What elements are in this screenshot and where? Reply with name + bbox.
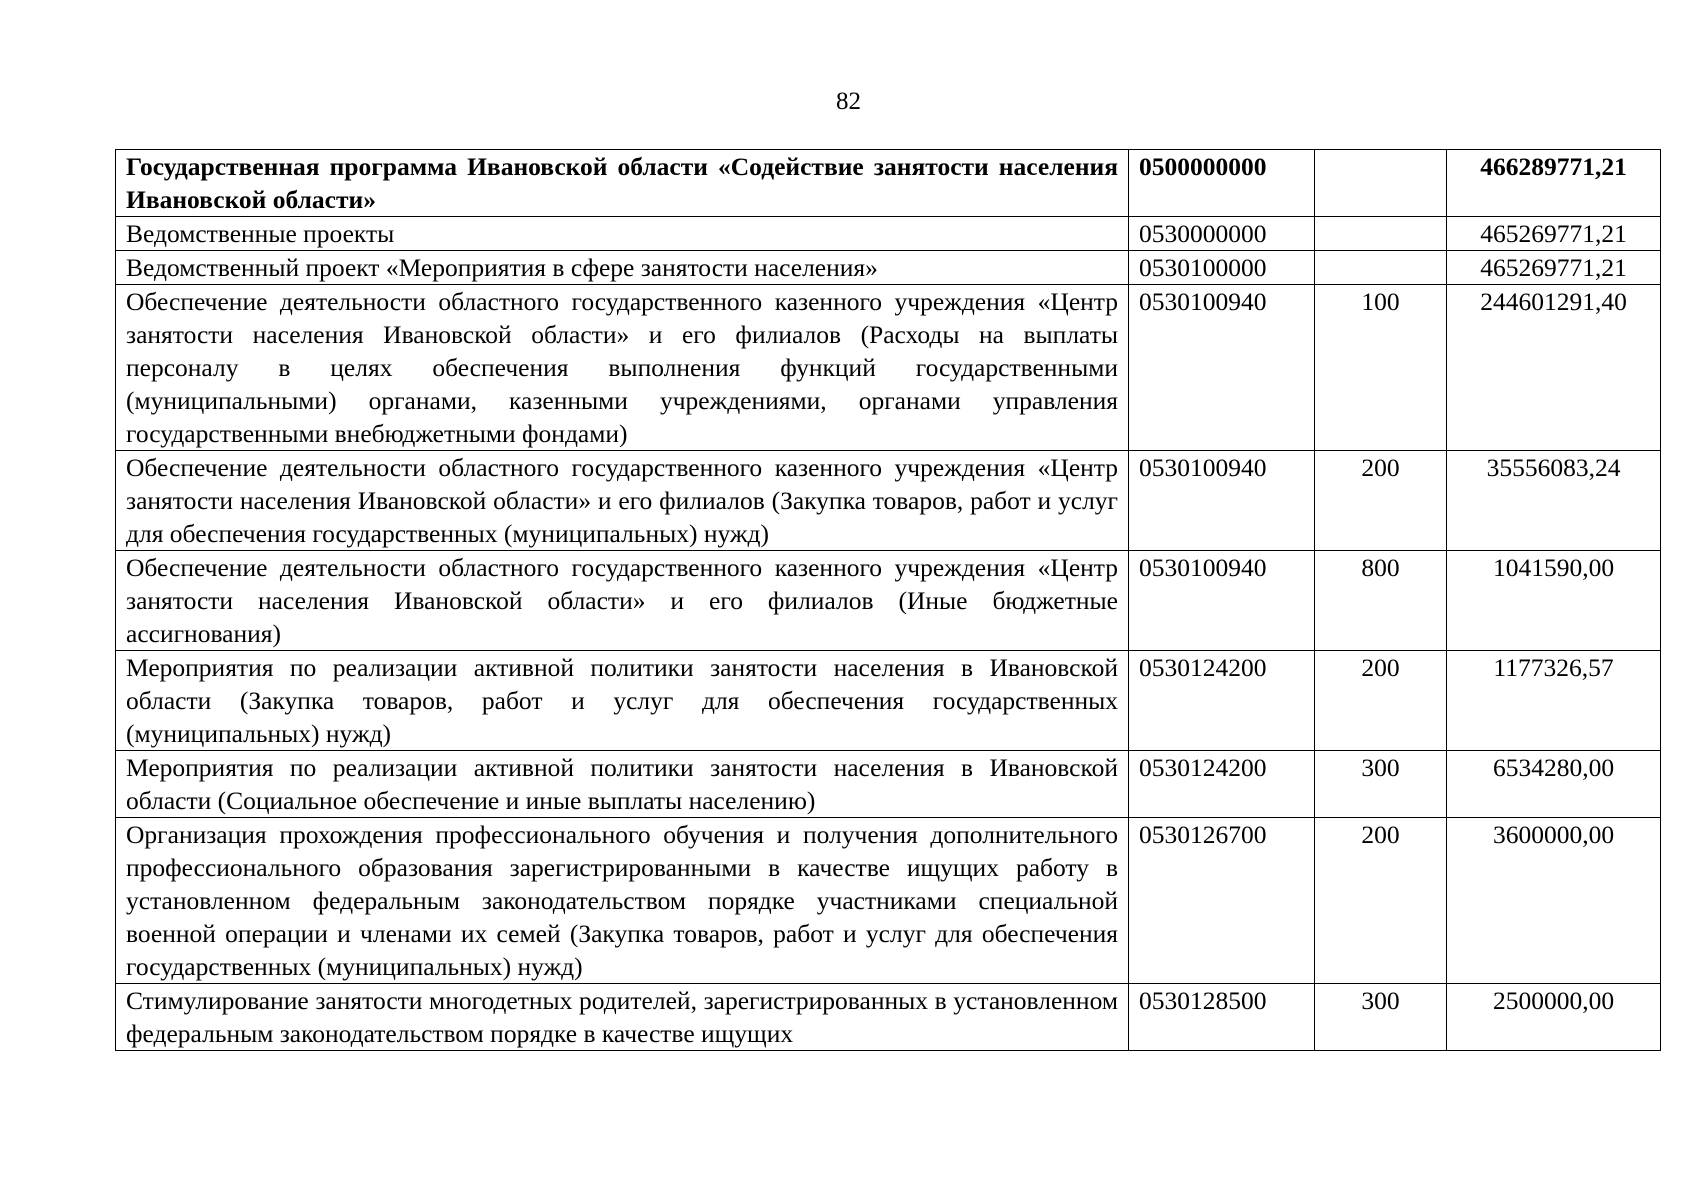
expense-type-code-cell bbox=[1315, 251, 1447, 285]
table-row bbox=[116, 251, 1661, 285]
target-article-code-cell: 0530000000 bbox=[1129, 217, 1315, 251]
target-article-code-cell: 0530126700 bbox=[1129, 818, 1315, 984]
expense-type-code-cell: 300 bbox=[1315, 984, 1447, 1051]
expense-type-code-cell: 200 bbox=[1315, 451, 1447, 551]
amount-cell: 244601291,40 bbox=[1447, 285, 1661, 451]
expense-type-code-cell: 200 bbox=[1315, 651, 1447, 751]
expense-type-code-cell: 300 bbox=[1315, 751, 1447, 818]
target-article-code-cell: 0530124200 bbox=[1129, 651, 1315, 751]
target-article-code-cell: 0530100940 bbox=[1129, 451, 1315, 551]
expense-type-code-cell bbox=[1315, 150, 1447, 217]
target-article-code-cell: 0530100940 bbox=[1129, 551, 1315, 651]
amount-cell: 35556083,24 bbox=[1447, 451, 1661, 551]
table-row bbox=[116, 217, 1661, 251]
row-name-cell: Организация прохождения профессионального обучения и получения дополнительного профессионального образования зарегистрированными в качестве ищущих работу в установленном федеральным законодательством порядке участниками специальной военной операции и членами их семей (Закупка товаров, работ и услуг для обеспечения государственных (муниципальных) нужд) bbox=[116, 818, 1129, 984]
table-row bbox=[116, 984, 1661, 1051]
row-name-cell: Государственная программа Ивановской области «Содействие занятости населения Ивановской области» bbox=[116, 150, 1129, 217]
expense-type-code-cell: 100 bbox=[1315, 285, 1447, 451]
table-row bbox=[116, 285, 1661, 451]
expense-type-code-cell: 800 bbox=[1315, 551, 1447, 651]
target-article-code-cell: 0530100000 bbox=[1129, 251, 1315, 285]
amount-cell: 1177326,57 bbox=[1447, 651, 1661, 751]
target-article-code-cell: 0530124200 bbox=[1129, 751, 1315, 818]
row-name-cell: Обеспечение деятельности областного государственного казенного учреждения «Центр занятости населения Ивановской области» и его филиалов (Иные бюджетные ассигнования) bbox=[116, 551, 1129, 651]
row-name-cell: Обеспечение деятельности областного государственного казенного учреждения «Центр занятости населения Ивановской области» и его филиалов (Закупка товаров, работ и услуг для обеспечения государственных (муниципальных) нужд) bbox=[116, 451, 1129, 551]
amount-cell: 465269771,21 bbox=[1447, 217, 1661, 251]
row-name-cell: Мероприятия по реализации активной политики занятости населения в Ивановской области (Закупка товаров, работ и услуг для обеспечения государственных (муниципальных) нужд) bbox=[116, 651, 1129, 751]
table-row bbox=[116, 150, 1661, 217]
row-name-cell: Обеспечение деятельности областного государственного казенного учреждения «Центр занятости населения Ивановской области» и его филиалов (Расходы на выплаты персоналу в целях обеспечения выполнения функций государственными (муниципальными) органами, казенными учреждениями, органами управления государственными внебюджетными фондами) bbox=[116, 285, 1129, 451]
table-row bbox=[116, 551, 1661, 651]
row-name-cell: Мероприятия по реализации активной политики занятости населения в Ивановской области (Социальное обеспечение и иные выплаты населению) bbox=[116, 751, 1129, 818]
amount-cell: 466289771,21 bbox=[1447, 150, 1661, 217]
budget-table bbox=[115, 149, 1661, 1051]
expense-type-code-cell bbox=[1315, 217, 1447, 251]
table-row bbox=[116, 818, 1661, 984]
target-article-code-cell: 0500000000 bbox=[1129, 150, 1315, 217]
target-article-code-cell: 0530128500 bbox=[1129, 984, 1315, 1051]
target-article-code-cell: 0530100940 bbox=[1129, 285, 1315, 451]
row-name-cell: Стимулирование занятости многодетных родителей, зарегистрированных в установленном федеральным законодательством порядке в качестве ищущих bbox=[116, 984, 1129, 1051]
table-row bbox=[116, 451, 1661, 551]
page-number: 82 bbox=[836, 88, 861, 115]
amount-cell: 2500000,00 bbox=[1447, 984, 1661, 1051]
amount-cell: 1041590,00 bbox=[1447, 551, 1661, 651]
table-row bbox=[116, 651, 1661, 751]
row-name-cell: Ведомственные проекты bbox=[116, 217, 1129, 251]
amount-cell: 3600000,00 bbox=[1447, 818, 1661, 984]
amount-cell: 6534280,00 bbox=[1447, 751, 1661, 818]
amount-cell: 465269771,21 bbox=[1447, 251, 1661, 285]
row-name-cell: Ведомственный проект «Мероприятия в сфере занятости населения» bbox=[116, 251, 1129, 285]
expense-type-code-cell: 200 bbox=[1315, 818, 1447, 984]
table-row bbox=[116, 751, 1661, 818]
